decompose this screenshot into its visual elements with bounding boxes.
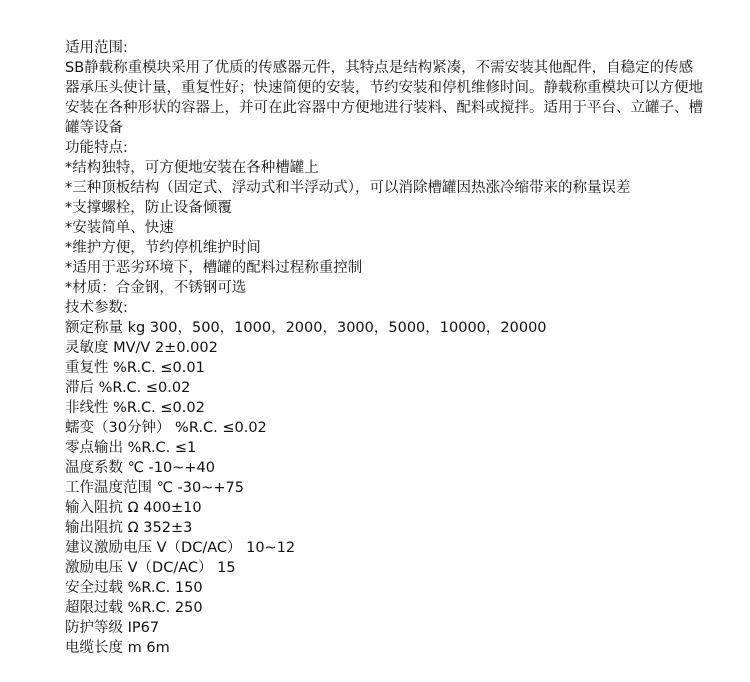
feature-item: *材质：合金钢，不锈钢可选 [65,280,247,296]
feature-item: *支撑螺栓，防止设备倾覆 [65,200,232,216]
spec-item: 蠕变（30分钟） %R.C. ≤0.02 [65,420,267,436]
feature-item: *适用于恶劣环境下，槽罐的配料过程称重控制 [65,260,363,276]
spec-item: 安全过载 %R.C. 150 [65,580,203,596]
spec-item: 输出阻抗 Ω 352±3 [65,520,193,536]
spec-item: 灵敏度 MV/V 2±0.002 [65,340,218,356]
scope-heading: 适用范围: [65,40,128,56]
specs-heading: 技术参数: [65,300,128,316]
feature-item: *安装简单、快速 [65,220,174,236]
feature-item: *结构独特，可方便地安装在各种槽罐上 [65,160,319,176]
spec-item: 电缆长度 m 6m [65,640,170,656]
feature-item: *维护方便，节约停机维护时间 [65,240,261,256]
spec-item: 输入阻抗 Ω 400±10 [65,500,202,516]
product-description [65,38,705,658]
spec-item: 额定称量 kg 300，500，1000，2000，3000，5000，10000，20000 [65,320,547,336]
spec-item: 非线性 %R.C. ≤0.02 [65,400,205,416]
spec-item: 重复性 %R.C. ≤0.01 [65,360,205,376]
features-heading: 功能特点: [65,140,128,156]
spec-item: 超限过载 %R.C. 250 [65,600,203,616]
scope-paragraph: SB静载称重模块采用了优质的传感器元件，其特点是结构紧凑，不需安装其他配件，自稳定的传感器承压头使计量，重复性好；快速简便的安装，节约安装和停机维修时间。静载称重模块可以方便地安装在各种形状的容器上，并可在此容器中方便地进行装料、配料或搅拌。适用于平台、立罐子、槽罐等设备 [65,60,703,136]
spec-item: 滞后 %R.C. ≤0.02 [65,380,191,396]
spec-item: 建议激励电压 V（DC/AC） 10~12 [65,540,296,556]
spec-item: 防护等级 IP67 [65,620,160,636]
spec-item: 温度系数 ℃ -10~+40 [65,460,215,476]
spec-item: 激励电压 V（DC/AC） 15 [65,560,236,576]
feature-item: *三种顶板结构（固定式、浮动式和半浮动式），可以消除槽罐因热涨冷缩带来的称量误差 [65,180,631,196]
spec-item: 工作温度范围 ℃ -30~+75 [65,480,244,496]
spec-item: 零点输出 %R.C. ≤1 [65,440,197,456]
